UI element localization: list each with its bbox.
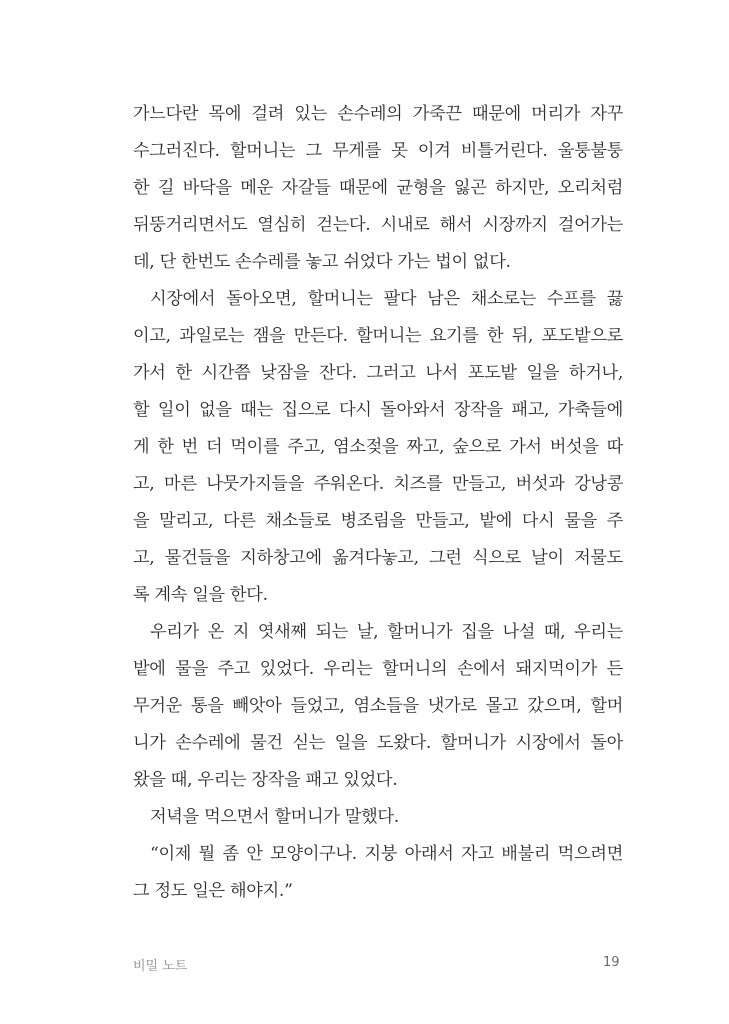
text-line: 그 정도 일은 해야지.” bbox=[133, 881, 293, 901]
text-line: 왔을 때, 우리는 장작을 패고 있었다. bbox=[133, 770, 398, 790]
text-line: 무거운 통을 빼앗아 들었고, 염소들을 냇가로 몰고 갔으며, 할머 bbox=[133, 696, 623, 716]
text-line: 뒤뚱거리면서도 열심히 걷는다. 시내로 해서 시장까지 걸어가는 bbox=[133, 215, 623, 235]
text-line: 한 길 바닥을 메운 자갈들 때문에 균형을 잃곤 하지만, 오리처럼 bbox=[133, 178, 623, 198]
text-line: 우리가 온 지 엿새째 되는 날, 할머니가 집을 나설 때, 우리는 bbox=[150, 622, 623, 642]
running-footer-book-title: 비밀 노트 bbox=[133, 959, 188, 974]
text-line: 밭에 물을 주고 있었다. 우리는 할머니의 손에서 돼지먹이가 든 bbox=[133, 659, 623, 679]
text-line: 할 일이 없을 때는 집으로 다시 돌아와서 장작을 패고, 가축들에 bbox=[133, 400, 623, 420]
text-line: 니가 손수레에 물건 싣는 일을 도왔다. 할머니가 시장에서 돌아 bbox=[133, 733, 623, 753]
text-line: 고, 물건들을 지하창고에 옮겨다놓고, 그런 식으로 날이 저물도 bbox=[133, 548, 623, 568]
text-line: 저녁을 먹으면서 할머니가 말했다. bbox=[150, 807, 399, 827]
page-number: 19 bbox=[603, 955, 620, 970]
text-line: 시장에서 돌아오면, 할머니는 팔다 남은 채소로는 수프를 끓 bbox=[150, 289, 623, 309]
body-text bbox=[133, 96, 623, 910]
text-line: 이고, 과일로는 잼을 만든다. 할머니는 요기를 한 뒤, 포도밭으로 bbox=[133, 326, 623, 346]
text-line: 수그러진다. 할머니는 그 무게를 못 이겨 비틀거린다. 울퉁불퉁 bbox=[133, 141, 623, 161]
text-line: 을 말리고, 다른 채소들로 병조림을 만들고, 밭에 다시 물을 주 bbox=[133, 511, 623, 531]
text-line: 가느다란 목에 걸려 있는 손수레의 가죽끈 때문에 머리가 자꾸 bbox=[133, 104, 623, 124]
text-line: 가서 한 시간쯤 낮잠을 잔다. 그러고 나서 포도밭 일을 하거나, bbox=[133, 363, 623, 383]
text-line: 고, 마른 나뭇가지들을 주워온다. 치즈를 만들고, 버섯과 강낭콩 bbox=[133, 474, 623, 494]
text-line: 록 계속 일을 한다. bbox=[133, 585, 268, 605]
text-line: 게 한 번 더 먹이를 주고, 염소젖을 짜고, 숲으로 가서 버섯을 따 bbox=[133, 437, 623, 457]
text-line: “이제 뭘 좀 안 모양이구나. 지붕 아래서 자고 배불리 먹으려면 bbox=[150, 844, 623, 864]
text-line: 데, 단 한번도 손수레를 놓고 쉬었다 가는 법이 없다. bbox=[133, 252, 511, 272]
